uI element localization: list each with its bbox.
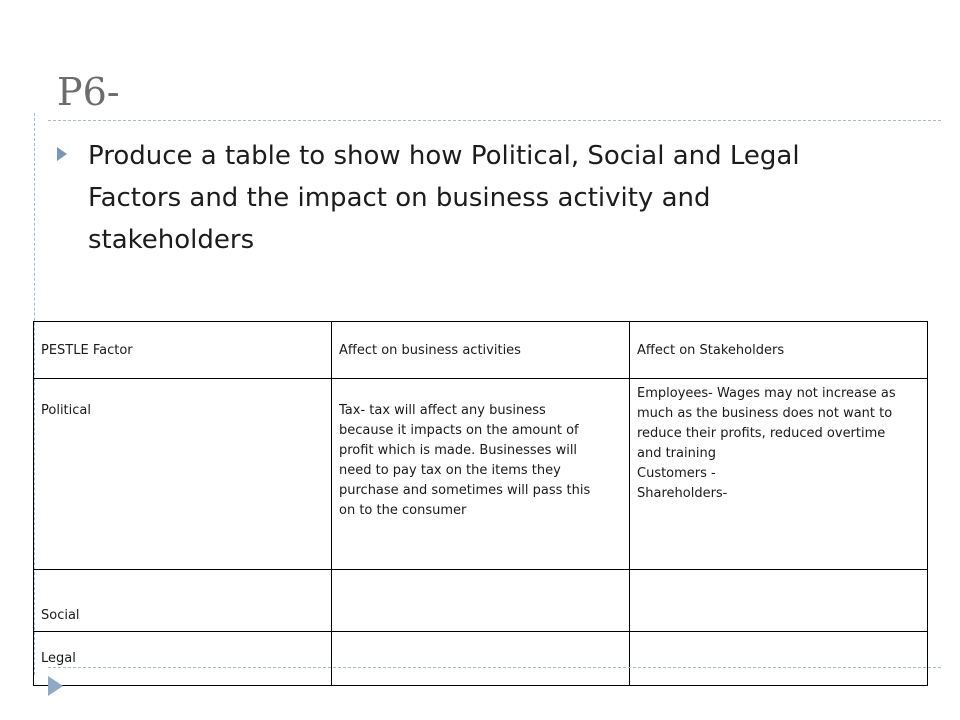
factor-label: Political [41,403,91,418]
stakeholder-cell [630,570,928,632]
table-row [34,379,928,570]
pestle-table [33,321,928,686]
bullet-triangle-icon [57,147,67,161]
header-cell-factor: PESTLE Factor [34,322,332,379]
text-line: Employees- Wages may not increase as [637,386,896,401]
text-line: Customers - [637,466,716,481]
text-line: and training [637,446,716,461]
table-row [34,570,928,632]
text-line: on to the consumer [339,503,467,518]
text-line: Shareholders- [637,486,728,501]
slide-title: P6- [57,70,120,114]
business-cell [332,570,630,632]
stakeholder-text [637,384,920,504]
text-line: reduce their profits, reduced overtime [637,426,886,441]
text-line: because it impacts on the amount of [339,423,579,438]
text-line: Tax- tax will affect any business [339,403,546,418]
table-row [34,632,928,686]
corner-triangle-icon [48,676,63,696]
factor-cell: Legal [34,632,332,686]
footer-divider [48,667,941,668]
business-text [339,401,622,521]
bullet-text: Produce a table to show how Political, Social and Legal Factors and the impact on business activity and stakeholders [88,141,800,255]
factor-cell [34,379,332,570]
text-line: need to pay tax on the items they [339,463,561,478]
table-header-row [34,322,928,379]
text-line: much as the business does not want to [637,406,893,421]
stakeholder-cell [630,632,928,686]
text-line: purchase and sometimes will pass this [339,483,591,498]
header-cell-business: Affect on business activities [332,322,630,379]
business-cell [332,632,630,686]
text-line: profit which is made. Businesses will [339,443,578,458]
header-cell-stakeholders: Affect on Stakeholders [630,322,928,379]
business-cell [332,379,630,570]
stakeholder-cell [630,379,928,570]
factor-cell: Social [34,570,332,632]
title-divider [48,120,941,121]
